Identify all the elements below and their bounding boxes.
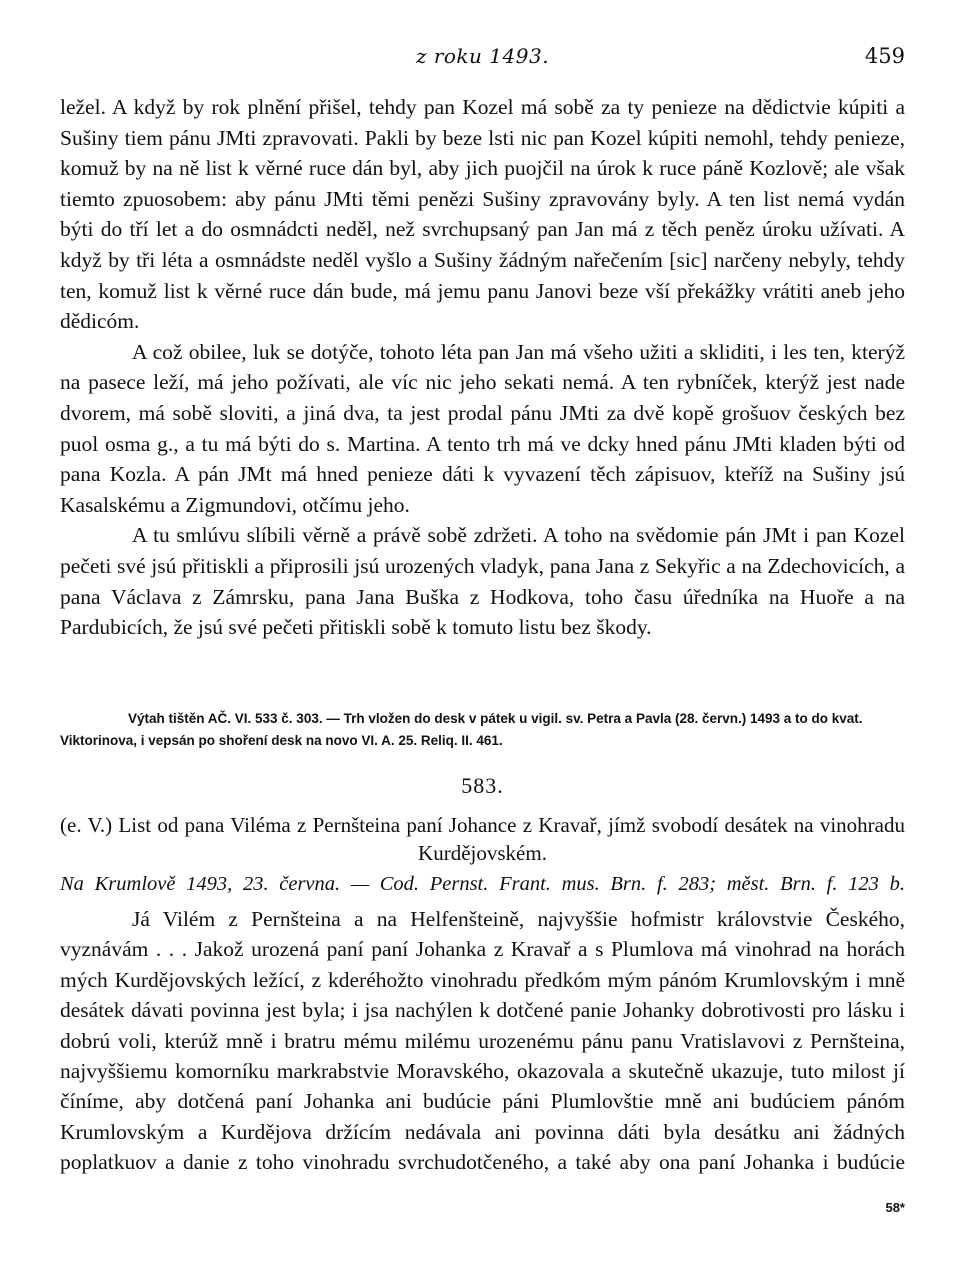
document-dateline: Na Krumlově 1493, 23. června. — Cod. Pernst. Frant. mus. Brn. f. 283; měst. Brn. f. 123 b.: [60, 873, 905, 895]
footnote: [60, 708, 905, 752]
footnote-text: Výtah tištěn AČ. VI. 533 č. 303. — Trh vložen do desk v pátek u vigil. sv. Petra a Pavla (28. červn.) 1493 a to do kvat. Viktorinova, i vepsán po shoření desk na novo VI. A. 25. Reliq. II. 461.: [60, 711, 863, 748]
document-heading-text: (e. V.) List od pana Viléma z Pernšteina paní Johance z Kravař, jímž svobodí desátek na vinohradu Kurdějovském.: [60, 813, 905, 865]
document-heading: [60, 811, 905, 867]
paragraph-3: A tu smlúvu slíbili věrně a právě sobě zdržeti. A toho na svědomie pán JMt i pan Kozel pečeti své jsú přitiskli a připrosili jsú urozených vladyk, pana Jana z Sekyřic a na Zdechovicích, a pana Václava z Zámrsku, pana Jana Buška z Hodkova, toho času úředníka na Huoře a na Pardubicích, že jsú své pečeti přitiskli sobě k tomuto listu bez škody.: [60, 523, 905, 640]
running-head-title: z roku 1493.: [415, 44, 550, 68]
running-head: [60, 44, 905, 74]
page-number: 459: [864, 44, 905, 68]
paragraph-1: ležel. A když by rok plnění přišel, tehdy pan Kozel má sobě za ty penieze na dědictvie kúpiti a Sušiny tiem pánu JMti zpravovati. Pakli by beze lsti nic pan Kozel kúpiti nemohl, tehdy penieze, komuž by na ně list k věrné ruce dán byl, aby jich puojčil na úrok k ruce páně Kozlově; ale však tiemto zpuosobem: aby pánu JMti těmi penězi Sušiny zpravovány byly. A ten list nemá vydán býti do tří let a do osmnádcti neděl, než svrchupsaný pan Jan má z těch peněz úroku užívati. A když by tři léta a osmnádste neděl vyšlo a Sušiny žádným nařečením [sic] narčeny nebyly, tehdy ten, komuž list k věrné ruce dán bude, má jemu panu Janovi beze vší překážky vrátiti aneb jeho dědicóm.: [60, 95, 905, 334]
document-number: 583.: [461, 773, 504, 798]
continued-text: [60, 92, 905, 643]
paragraph-2: A což obilee, luk se dotýče, tohoto léta pan Jan má všeho užiti a skliditi, i les ten, kterýž na pasece leží, má jeho požívati, ale víc nic jeho sekati nemá. A ten rybníček, kterýž jest nade dvorem, má sobě sloviti, a jiná dva, ta jest prodal pánu JMti za dvě kopě grošuov českých bez puol osma g., a tu má býti do s. Martina. A tento trh má ve dcky hned pánu JMti kladen býti od pana Kozla. A pán JMt má hned penieze dáti k vyvazení těch zápisuov, kteříž na Sušiny jsú Kasalskému a Zigmundovi, otčímu jeho.: [60, 339, 905, 517]
document-body-text: Já Vilém z Pernšteina a na Helfenšteině, najvyššie hofmistr královstvie Českého, vyznávám . . . Jakož urozená paní paní Johanka z Kravař a s Plumlova má vinohrad na horách mých Kurdějovských ležící, z kderéhožto vinohradu předkóm mým pánóm Krumlovským i mně desátek dávati povinna jest byla; i jsa nachýlen k dotčené panie Johanky dobrotivosti pro lásku i dobrú voli, kterúž mně i bratru mému milému urozenému pánu panu Vratislavovi z Pernšteina, najvyššiemu komorníku markrabstvie Moravského, okazovala a skutečně ukazuje, tuto milost jí číníme, aby dotčená paní Johanka ani budúcie páni Plumlovštie mně ani budúciem pánóm Krumlovským a Kurdějova držícím nedávala ani povinna dáti byla desátku ani žádných poplatkuov a danie z toho vinohradu svrchudotčeného, a také aby ona paní Johanka i budúcie: [60, 907, 905, 1175]
signature-mark: 58*: [885, 1200, 905, 1215]
document-body: [60, 904, 905, 1178]
